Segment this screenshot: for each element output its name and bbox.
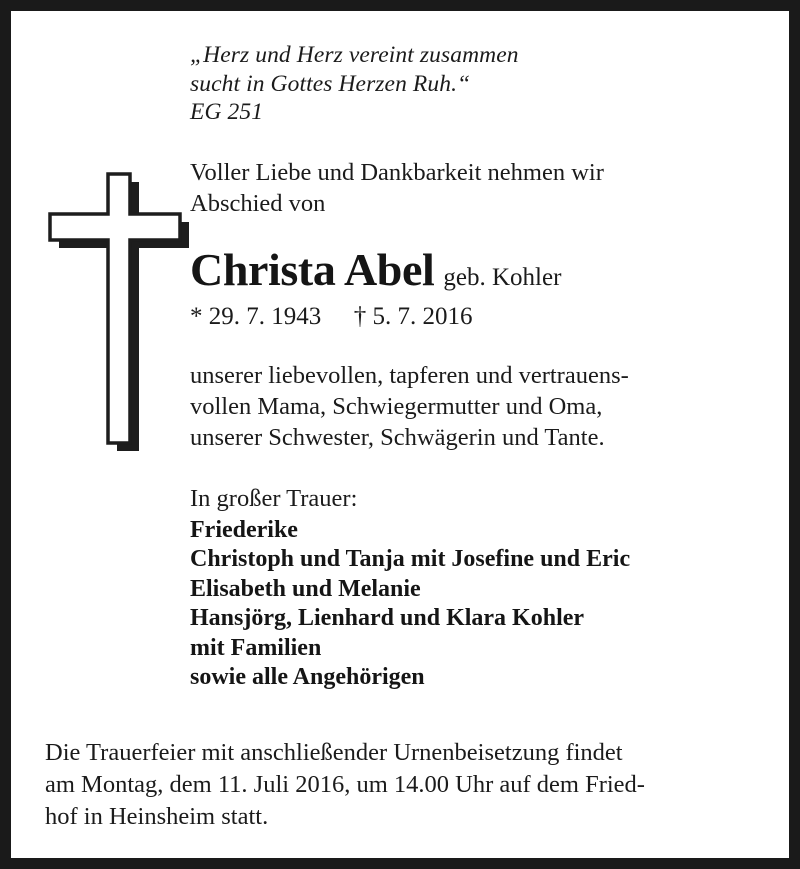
funeral-service-details [45, 737, 775, 833]
birth-symbol: * [190, 302, 203, 330]
relations-line-3: unserer Schwester, Schwägerin und Tante. [190, 423, 605, 451]
quote-line-1: „Herz und Herz vereint zusammen [190, 42, 519, 68]
deceased-maiden-name: geb. Kohler [443, 263, 562, 291]
notice-text-column [190, 41, 770, 693]
relations-line-2: vollen Mama, Schwiegermutter und Oma, [190, 392, 603, 420]
notice-content-area [11, 11, 789, 858]
service-line-1: Die Trauerfeier mit anschließender Urnenbeisetzung findet [45, 739, 623, 766]
relations-text [190, 360, 770, 453]
family-member-line: Friederike [190, 516, 298, 543]
family-member-line: sowie alle Angehörigen [190, 664, 425, 690]
farewell-lead-text [190, 157, 770, 219]
death-date: 5. 7. 2016 [372, 302, 473, 330]
life-dates [190, 303, 770, 331]
family-member-line: Elisabeth und Melanie [190, 575, 421, 602]
family-member-line: Hansjörg, Lienhard und Klara Kohler [190, 605, 585, 631]
quote-line-2: sucht in Gottes Herzen Ruh.“ [190, 70, 471, 97]
lead-line-1: Voller Liebe und Dankbarkeit nehmen wir [190, 158, 604, 186]
deceased-name-line [190, 243, 770, 296]
death-symbol: † [353, 302, 367, 330]
service-line-3: hof in Heinsheim statt. [45, 803, 269, 830]
relations-line-1: unserer liebevollen, tapferen und vertrauens- [190, 361, 629, 389]
surviving-family-list [190, 516, 770, 693]
lead-line-2: Abschied von [190, 189, 326, 217]
mourning-border-right [789, 0, 800, 869]
birth-date: 29. 7. 1943 [208, 302, 322, 330]
christian-cross-icon [42, 163, 192, 458]
service-line-2: am Montag, dem 11. Juli 2016, um 14.00 Uhr auf dem Fried- [45, 771, 645, 798]
mourning-border-left [0, 0, 11, 869]
quote-reference: EG 251 [190, 99, 264, 125]
memorial-quote [190, 41, 770, 127]
family-member-line: Christoph und Tanja mit Josefine und Eric [190, 546, 631, 572]
mourning-heading: In großer Trauer: [190, 484, 358, 512]
deceased-name: Christa Abel [190, 243, 435, 295]
mourning-border-top [0, 0, 800, 11]
family-member-line: mit Familien [190, 634, 322, 661]
mourning-border-bottom [0, 858, 800, 869]
